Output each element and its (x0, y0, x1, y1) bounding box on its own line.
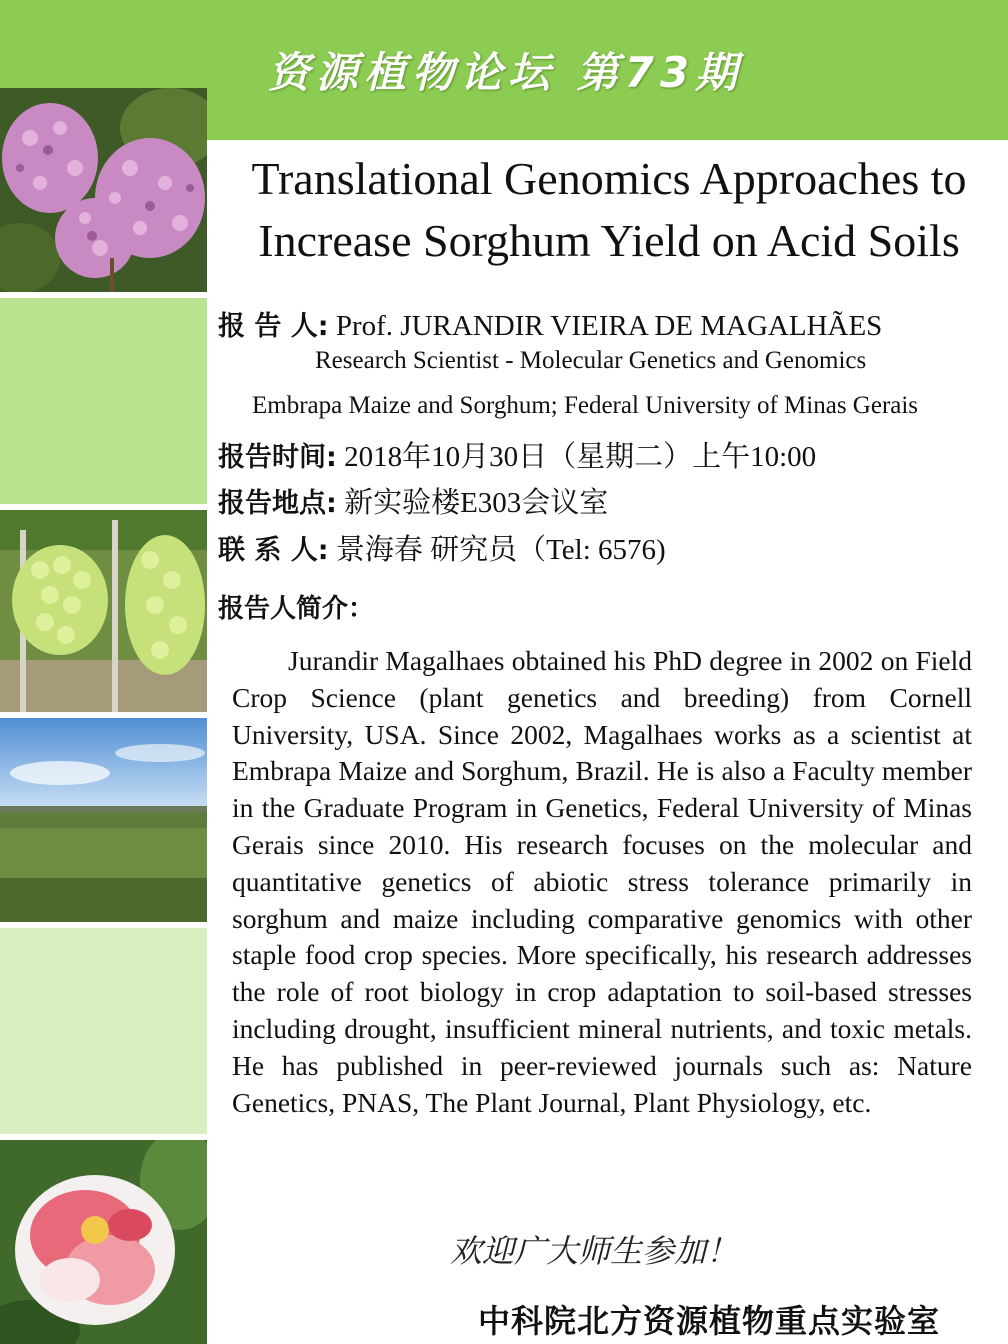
talk-title (214, 148, 1004, 272)
talk-title-line1: Translational Genomics Approaches to (251, 153, 967, 204)
speaker-label: 报 告 人: (218, 311, 329, 342)
welcome-message: 欢迎广大师生参加！ (450, 1232, 739, 1270)
speaker-name: Prof. JURANDIR VIEIRA DE MAGALHÃES (335, 310, 883, 342)
contact-value: 景海春 研究员（Tel: 6576) (335, 534, 666, 566)
contact-row (218, 527, 666, 568)
lilac-photo (0, 88, 207, 292)
location-row (218, 480, 608, 521)
green-panel-bottom (0, 928, 207, 1134)
speaker-affiliation: Embrapa Maize and Sorghum; Federal University of Minas Gerais (252, 392, 919, 419)
field-photo (0, 718, 207, 922)
bio-heading: 报告人简介： (218, 594, 375, 624)
talk-title-line2: Increase Sorghum Yield on Acid Soils (258, 215, 960, 266)
time-row (218, 434, 816, 475)
bio-text: Jurandir Magalhaes obtained his PhD degree in 2002 on Field Crop Science (plant genetics and breeding) from Cornell University, USA. Since 2002, Magalhaes works as a scientist at Embrapa Maize and Sorghum, Brazil. He is also a Faculty member in the Graduate Program in Genetics, Federal University of Minas Gerais since 2010. His research focuses on the molecular and quantitative genetics of abiotic stress tolerance primarily in sorghum and maize including comparative genomics with other staple food crop species. More specifically, his research addresses the role of root biology in crop adaptation to soil-based stresses including drought, insufficient mineral nutrients, and toxic metals. He has published in peer-reviewed journals such as: Nature Genetics, PNAS, The Plant Journal, Plant Physiology, etc. (232, 645, 972, 1118)
forum-title: 资源植物论坛 第73期 (268, 48, 744, 97)
time-label: 报告时间: (218, 442, 337, 473)
location-value: 新实验楼E303会议室 (344, 487, 609, 519)
green-panel-top (0, 298, 207, 504)
organizer-name: 中科院北方资源植物重点实验室 (478, 1302, 941, 1340)
location-label: 报告地点: (218, 488, 337, 519)
contact-label: 联 系 人: (218, 535, 329, 566)
speaker-row (218, 304, 882, 343)
time-value: 2018年10月30日（星期二）上午10:00 (344, 441, 817, 473)
grapes-photo (0, 510, 207, 712)
peony-photo (0, 1140, 207, 1344)
speaker-position: Research Scientist - Molecular Genetics and Genomics (315, 347, 867, 374)
